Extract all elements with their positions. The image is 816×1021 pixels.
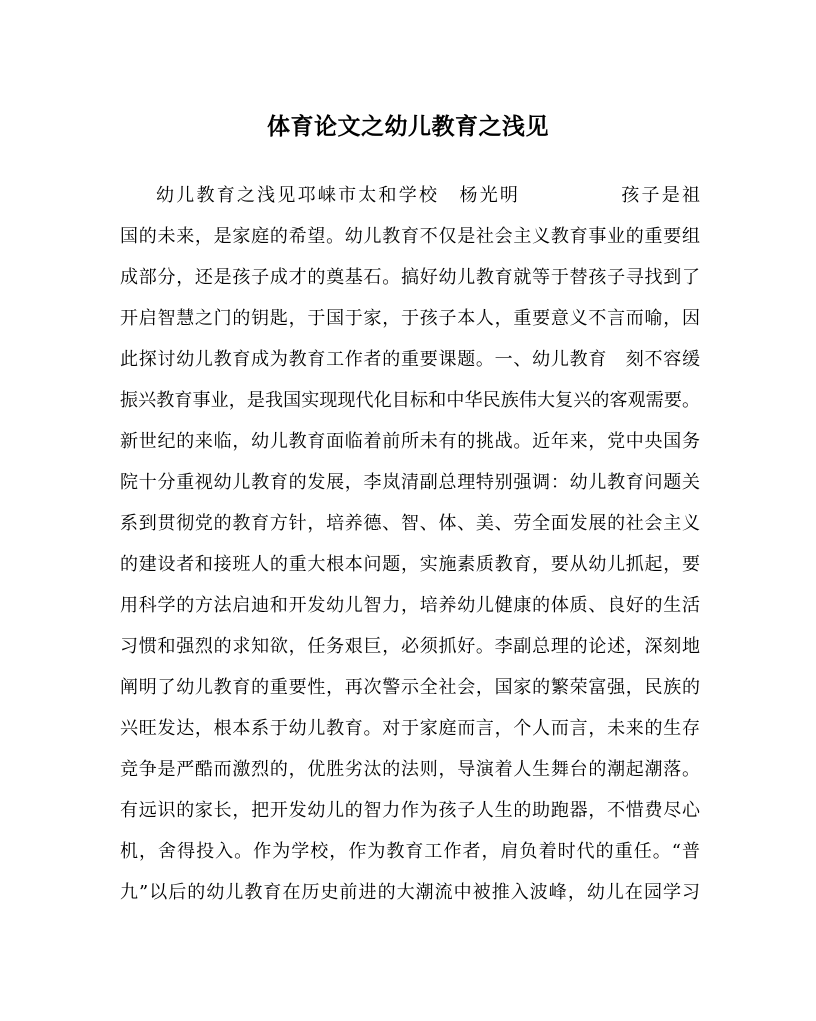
body-line: 九”以后的幼儿教育在历史前进的大潮流中被推入波峰，幼儿在园学习	[120, 882, 700, 903]
body-line: 幼儿教育之浅见邛崃市太和学校 杨光明 孩子是祖	[156, 185, 700, 206]
body-line: 习惯和强烈的求知欲，任务艰巨，必须抓好。李副总理的论述，深刻地	[120, 636, 700, 657]
body-line: 竞争是严酷而激烈的，优胜劣汰的法则，导演着人生舞台的潮起潮落。	[120, 759, 700, 780]
body-line: 系到贯彻党的教育方针，培养德、智、体、美、劳全面发展的社会主义	[120, 513, 700, 534]
body-line: 有远识的家长，把开发幼儿的智力作为孩子人生的助跑器，不惜费尽心	[120, 800, 700, 821]
body-line: 的建设者和接班人的重大根本问题，实施素质教育，要从幼儿抓起，要	[120, 554, 700, 575]
body-line: 阐明了幼儿教育的重要性，再次警示全社会，国家的繁荣富强，民族的	[120, 677, 700, 698]
body-line: 开启智慧之门的钥匙，于国于家，于孩子本人，重要意义不言而喻，因	[120, 308, 700, 329]
body-line: 用科学的方法启迪和开发幼儿智力，培养幼儿健康的体质、良好的生活	[120, 595, 700, 616]
body-line: 此探讨幼儿教育成为教育工作者的重要课题。一、幼儿教育 刻不容缓	[120, 349, 700, 370]
body-line: 国的未来，是家庭的希望。幼儿教育不仅是社会主义教育事业的重要组	[120, 226, 700, 247]
body-line: 院十分重视幼儿教育的发展，李岚清副总理特别强调：幼儿教育问题关	[120, 472, 700, 493]
body-line: 兴旺发达，根本系于幼儿教育。对于家庭而言，个人而言，未来的生存	[120, 718, 700, 739]
document-body	[120, 182, 700, 920]
body-line: 振兴教育事业，是我国实现现代化目标和中华民族伟大复兴的客观需要。	[120, 390, 700, 411]
body-line: 新世纪的来临，幼儿教育面临着前所未有的挑战。近年来，党中央国务	[120, 431, 700, 452]
body-line: 机，舍得投入。作为学校，作为教育工作者，肩负着时代的重任。“普	[120, 841, 700, 862]
document-title: 体育论文之幼儿教育之浅见	[267, 113, 549, 140]
body-line: 成部分，还是孩子成才的奠基石。搞好幼儿教育就等于替孩子寻找到了	[120, 267, 700, 288]
